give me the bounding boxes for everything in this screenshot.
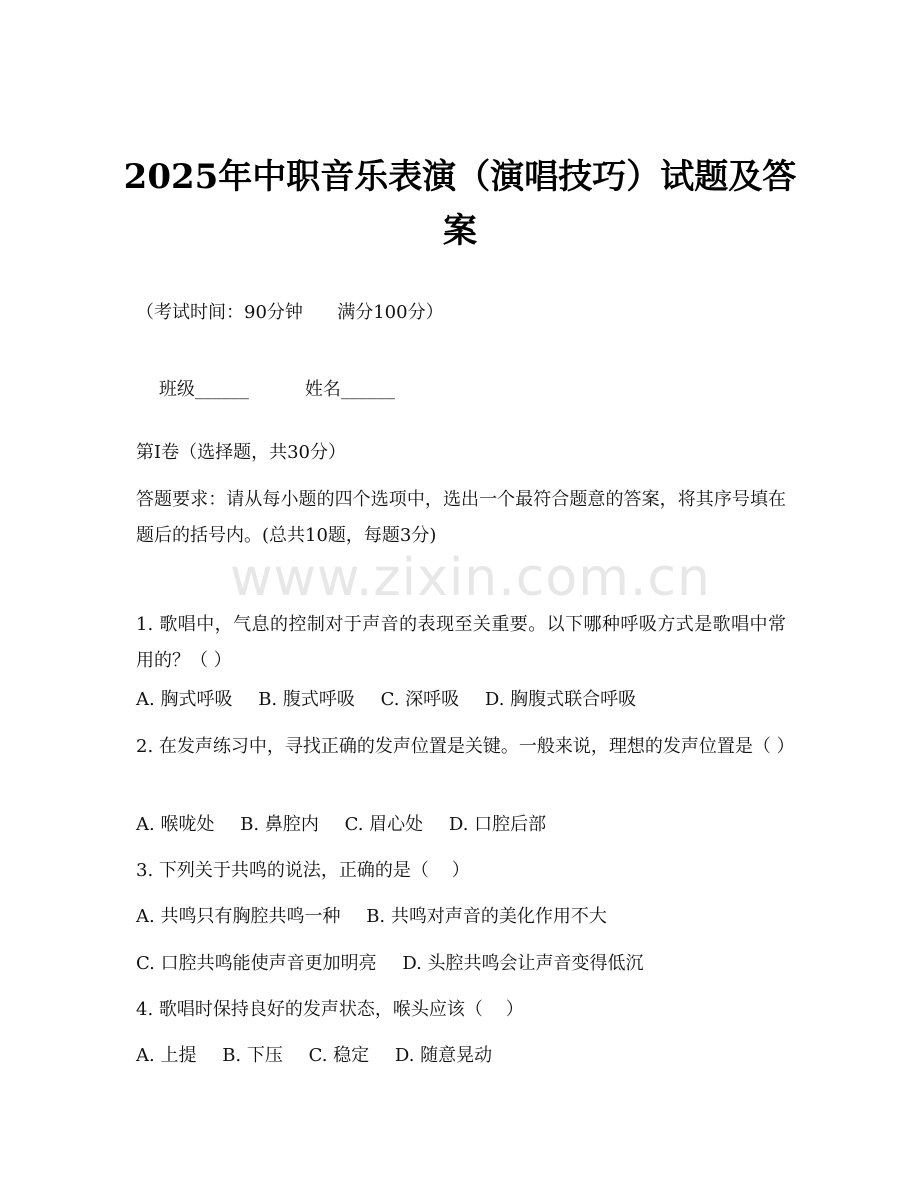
- question-4-options: [136, 1042, 492, 1070]
- question-1-option-b: B. 腹式呼吸: [258, 689, 355, 710]
- question-1-options: [136, 686, 636, 714]
- question-2-options: [136, 811, 546, 839]
- question-3-option-a: A. 共鸣只有胸腔共鸣一种: [136, 906, 341, 927]
- question-4-option-c: C. 稳定: [308, 1045, 370, 1066]
- document-title: 2025年中职音乐表演（演唱技巧）试题及答案: [123, 157, 797, 251]
- question-2-stem: 2. 在发声练习中，寻找正确的发声位置是关键。一般来说，理想的发声位置是（ ）: [136, 736, 795, 757]
- question-3-option-d: D. 头腔共鸣会让声音变得低沉: [402, 953, 644, 974]
- question-2-option-a: A. 喉咙处: [136, 814, 215, 835]
- question-3-stem: 3. 下列关于共鸣的说法，正确的是（ ）: [136, 860, 470, 881]
- instructions: 答题要求：请从每小题的四个选项中，选出一个最符合题意的答案，将其序号填在题后的括号内。(总共10题，每题3分): [136, 489, 786, 546]
- exam-info: （考试时间：90分钟 满分100分）: [136, 302, 444, 323]
- section-title: 第I卷（选择题，共30分）: [136, 442, 347, 463]
- question-3-options-row-2: [136, 950, 644, 978]
- question-4-option-a: A. 上提: [136, 1045, 197, 1066]
- question-4-option-b: B. 下压: [222, 1045, 283, 1066]
- name-field-label: 姓名______: [304, 379, 395, 400]
- question-2-option-d: D. 口腔后部: [448, 814, 547, 835]
- question-3-options-row-1: [136, 903, 607, 931]
- question-4-stem: 4. 歌唱时保持良好的发声状态，喉头应该（ ）: [136, 999, 524, 1020]
- question-4-option-d: D. 随意晃动: [394, 1045, 493, 1066]
- question-1-option-a: A. 胸式呼吸: [136, 689, 233, 710]
- question-1-stem: 1. 歌唱中，气息的控制对于声音的表现至关重要。以下哪种呼吸方式是歌唱中常用的？（ ）: [136, 614, 786, 671]
- question-1-option-d: D. 胸腹式联合呼吸: [484, 689, 637, 710]
- question-3-option-b: B. 共鸣对声音的美化作用不大: [366, 906, 607, 927]
- question-1-option-c: C. 深呼吸: [380, 689, 460, 710]
- watermark: www.zixin.com.cn: [230, 548, 711, 608]
- class-field-label: 班级______: [158, 379, 249, 400]
- question-2-option-b: B. 鼻腔内: [240, 814, 319, 835]
- student-fields: [136, 348, 395, 432]
- question-3-option-c: C. 口腔共鸣能使声音更加明亮: [136, 953, 377, 974]
- question-2-option-c: C. 眉心处: [344, 814, 424, 835]
